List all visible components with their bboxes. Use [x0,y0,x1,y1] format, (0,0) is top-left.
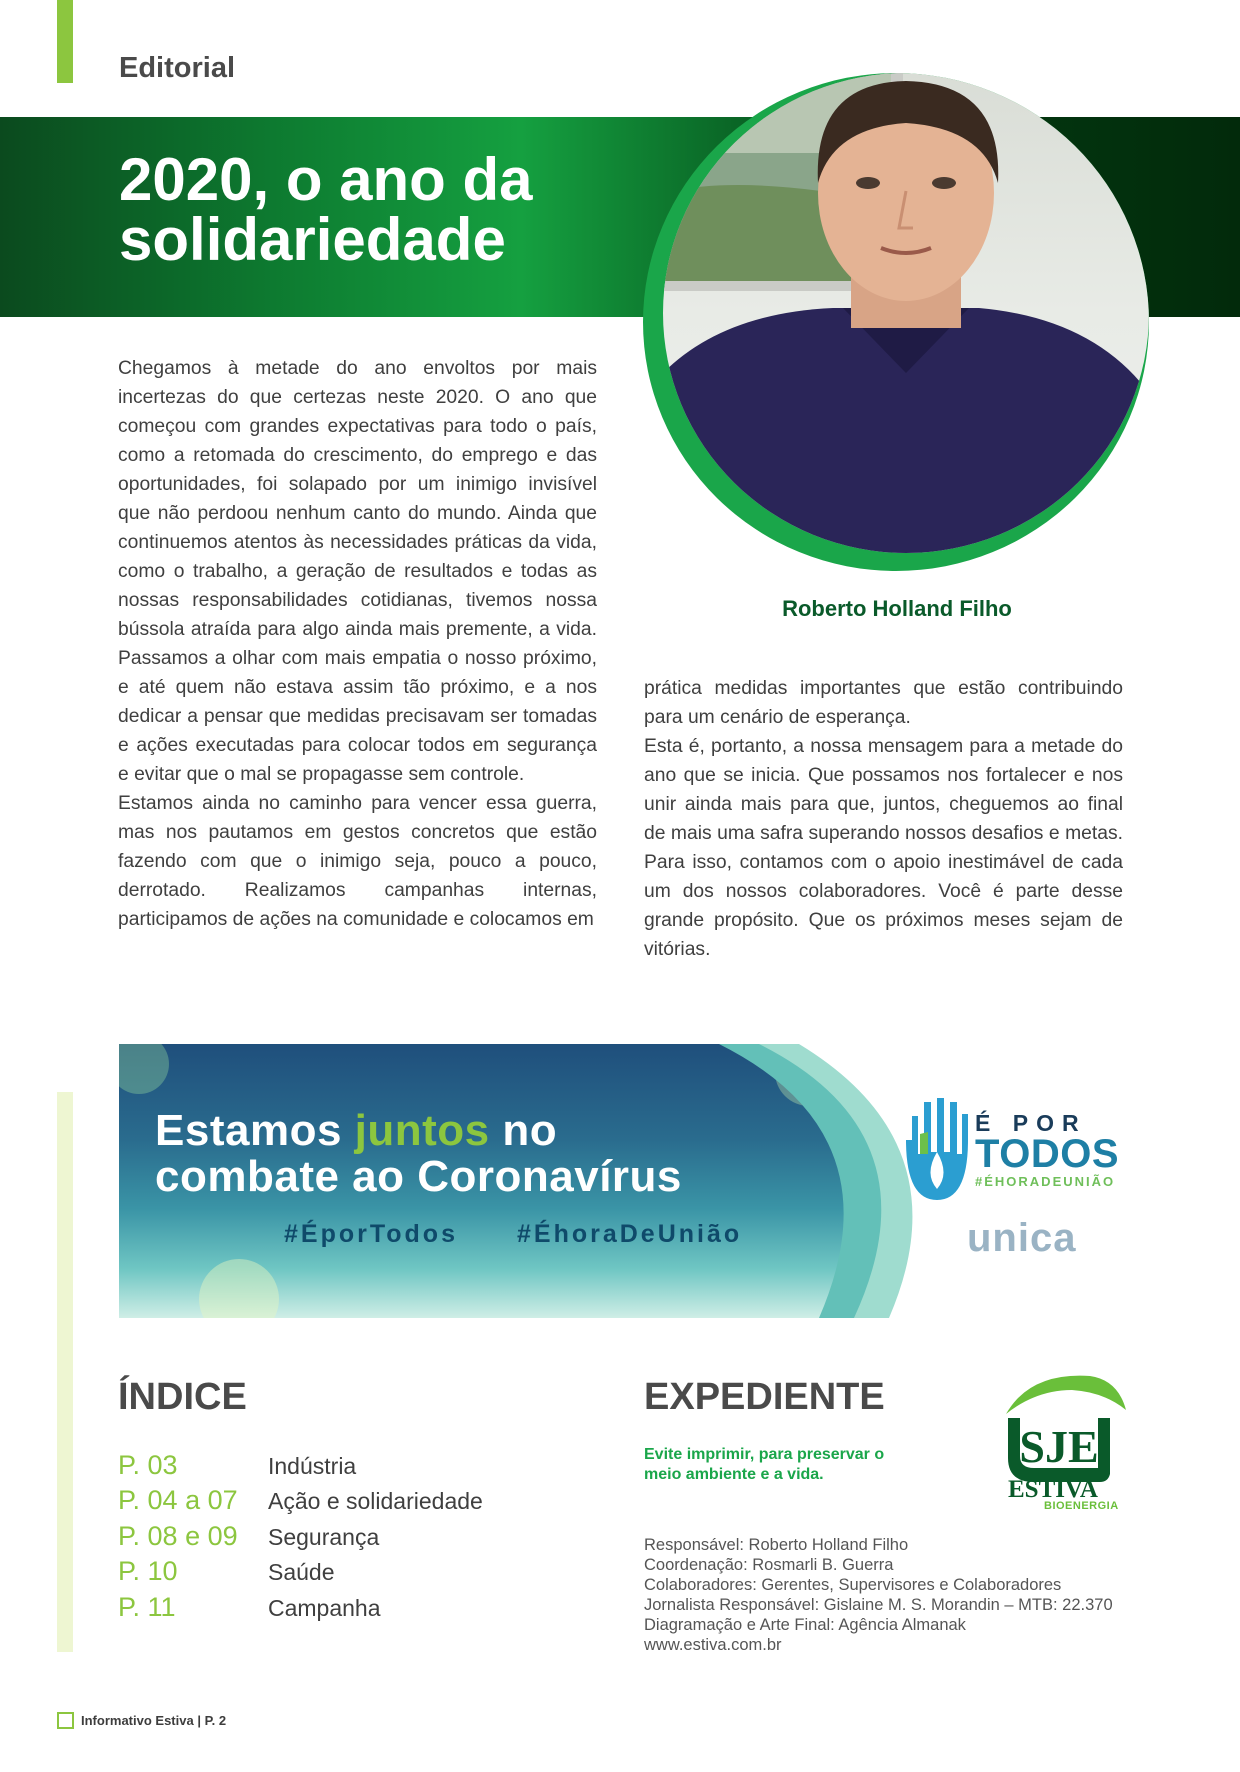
credit-line: Responsável: Roberto Holland Filho [644,1536,909,1554]
logo-subtitle: BIOENERGIA [1044,1500,1119,1512]
index-page-number: P. 11 [118,1592,176,1622]
index-page-number: P. 10 [118,1556,178,1586]
logo-name: ESTIVA [1008,1476,1098,1503]
credits [644,1535,1113,1655]
eco-note: Evite imprimir, para preservar o meio ambiente e a vida. [644,1446,885,1483]
photo-caption: Roberto Holland Filho [782,596,1012,621]
logo-letters: SJE [1019,1421,1099,1472]
author-portrait [643,73,1149,571]
hashtag-epor-todos: #ÉporTodos [284,1220,458,1248]
paragraph: Estamos ainda no caminho para vencer essa guerra, mas nos pautamos em gestos concretos que estão fazendo com que o inimigo seja, pouco a pouco, derrotado. Realizamos campanhas internas, participamos de ações na comunidade e colocamos em [118,793,597,930]
portrait-illustration [663,73,1149,553]
website-link[interactable]: www.estiva.com.br [644,1636,782,1654]
banner-highlight: juntos [354,1106,490,1155]
accent-bar-top [57,0,73,83]
banner-headline-1 [155,1106,557,1156]
expediente-heading: EXPEDIENTE [644,1376,885,1418]
index-page-number: P. 04 a 07 [118,1485,238,1515]
credit-line: Diagramação e Arte Final: Agência Almanak [644,1616,966,1634]
epor-logo-hashtag: #ÉHORADEUNIÃO [975,1174,1116,1189]
footer-separator: | [197,1713,201,1728]
index-label: Campanha [268,1595,381,1621]
page-number: P. 2 [204,1713,227,1728]
index-item [118,1521,518,1557]
credit-line: Colaboradores: Gerentes, Supervisores e Colaboradores [644,1576,1062,1594]
index-label: Segurança [268,1524,380,1550]
index-label: Ação e solidariedade [268,1488,483,1514]
index-item [118,1450,518,1486]
article-title [119,146,679,273]
index-item [118,1592,518,1628]
epor-logo-small: É POR [975,1110,1087,1136]
article-column-right [644,674,1123,964]
accent-bar-bottom [57,1092,73,1652]
index-label: Saúde [268,1559,335,1585]
paragraph: Esta é, portanto, a nossa mensagem para a metade do ano que se inicia. Que possamos nos fortalecer e nos unir ainda mais para que, juntos, cheguemos ao final de mais uma safra superando nossos desafios e metas. Para isso, contamos com o apoio inestimável de cada um dos nossos colaboradores. Você é parte desse grande propósito. Que os próximos meses sejam de vitórias. [644,736,1123,960]
epor-logo-big: TODOS [975,1132,1120,1176]
index-heading: ÍNDICE [118,1376,247,1418]
campaign-banner [119,1044,1127,1318]
unica-logo: unica [967,1216,1077,1260]
paragraph: prática medidas importantes que estão contribuindo para um cenário de esperança. [644,678,1123,728]
banner-text: Estamos [155,1106,355,1155]
index-item [118,1556,518,1592]
portrait-photo [663,73,1149,553]
banner-text: no [489,1106,558,1155]
credit-line: Jornalista Responsável: Gislaine M. S. Morandin – MTB: 22.370 [644,1596,1113,1614]
title-line-2: solidariedade [119,206,506,273]
paragraph: Chegamos à metade do ano envoltos por mais incertezas do que certezas neste 2020. O ano que começou com grandes expectativas para todo o país, como a retomada do crescimento, do emprego e das oportunidades, foi solapado por um inimigo invisível que não perdoou nenhum canto do mundo. Ainda que continuemos atentos às necessidades práticas da vida, como o trabalho, a geração de resultados e todas as nossas responsabilidades cotidianas, tivemos nossa bússola atraída para algo ainda mais premente, a vida. Passamos a olhar com mais empatia o nosso próximo, e até quem não estava assim tão próximo, e a nos dedicar a pensar que medidas precisavam ser tomadas e ações executadas para colocar todos em segurança e evitar que o mal se propagasse sem controle. [118,358,597,785]
banner-headline-2: combate ao Coronavírus [155,1152,682,1201]
index-label: Indústria [268,1453,357,1479]
index-page-number: P. 08 e 09 [118,1521,238,1551]
footer-square-icon [57,1712,74,1729]
credit-line: Coordenação: Rosmarli B. Guerra [644,1556,894,1574]
article-column-left [118,354,597,934]
section-label: Editorial [119,52,236,84]
index-page-number: P. 03 [118,1450,178,1480]
hashtag-ehora-de-uniao: #ÉhoraDeUnião [517,1220,743,1248]
index-item [118,1485,518,1521]
footer-text [81,1713,226,1728]
title-line-1: 2020, o ano da [119,146,533,213]
publication-name: Informativo Estiva [81,1713,194,1728]
